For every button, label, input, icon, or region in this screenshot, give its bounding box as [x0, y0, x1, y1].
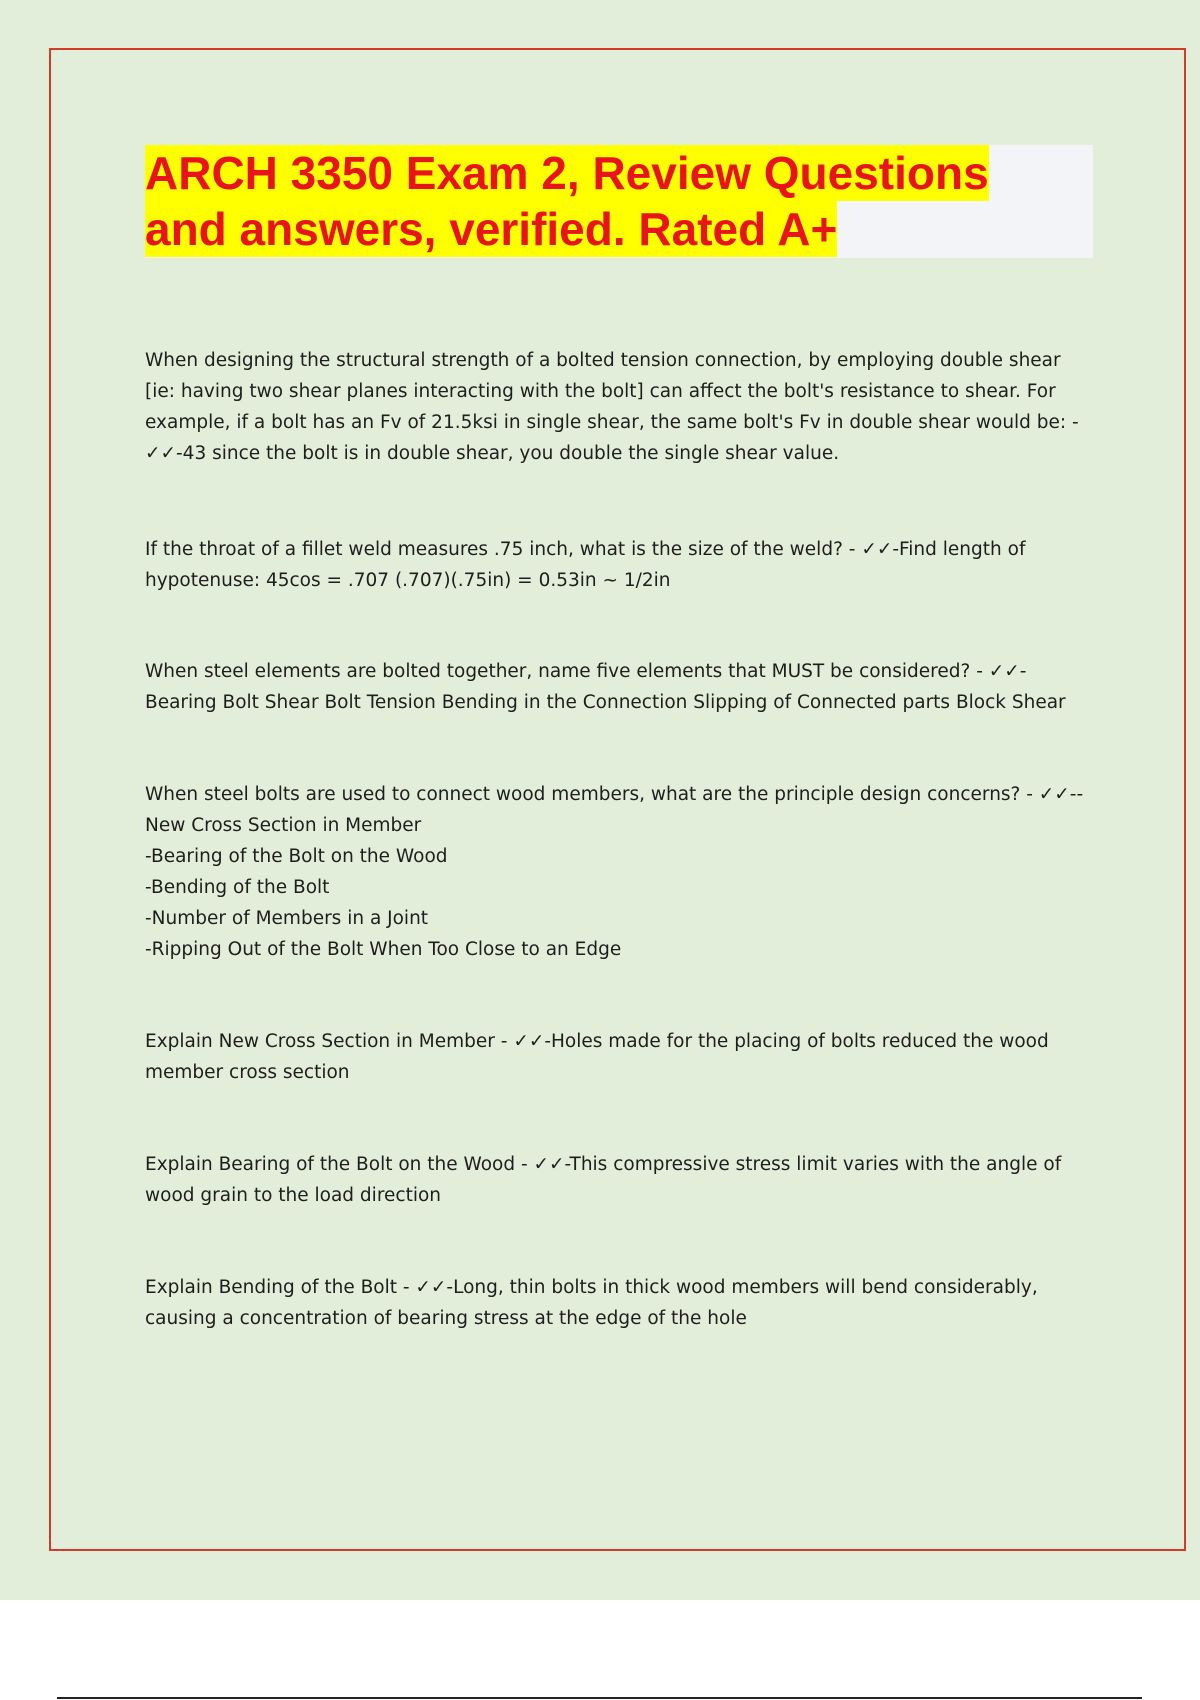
qa-list [145, 345, 1095, 1334]
qa-text: When designing the structural strength of a bolted tension connection, by employing double shear [ie: having two shear planes interacting with the bolt] can affect the bolt's resistance to shear. For example, if a bolt has an Fv of 21.5ksi in single shear, the same bolt's Fv in double shear would be: - ✓✓-43 since the bolt is in double shear, you double the single shear value. [145, 350, 1079, 464]
qa-text: Explain New Cross Section in Member - ✓✓-Holes made for the placing of bolts reduced the wood member cross section [145, 1031, 1049, 1083]
qa-item [145, 656, 1095, 718]
qa-text: Explain Bearing of the Bolt on the Wood - ✓✓-This compressive stress limit varies with the angle of wood grain to the load direction [145, 1154, 1062, 1206]
qa-subitem: -Number of Members in a Joint [145, 908, 429, 929]
qa-text: When steel elements are bolted together, name five elements that MUST be considered? - ✓✓-Bearing Bolt Shear Bolt Tension Bending in the Connection Slipping of Connected parts Block Shear [145, 661, 1066, 713]
qa-subitem: -Bearing of the Bolt on the Wood [145, 846, 448, 867]
qa-subitem: -Ripping Out of the Bolt When Too Close to an Edge [145, 939, 622, 960]
qa-text: When steel bolts are used to connect wood members, what are the principle design concerns? - ✓✓--New Cross Section in Member [145, 784, 1084, 836]
qa-item [145, 1272, 1095, 1334]
qa-item [145, 1149, 1095, 1211]
title-line-1: ARCH 3350 Exam 2, Review Questions [145, 147, 989, 199]
qa-item [145, 779, 1095, 965]
qa-item [145, 1026, 1095, 1088]
document-title [145, 145, 1093, 258]
qa-text: If the throat of a fillet weld measures .75 inch, what is the size of the weld? - ✓✓-Find length of hypotenuse: 45cos = .707 (.707)(.75in) = 0.53in ~ 1/2in [145, 539, 1026, 591]
qa-item [145, 345, 1095, 469]
qa-text: Explain Bending of the Bolt - ✓✓-Long, thin bolts in thick wood members will bend considerably, causing a concentration of bearing stress at the edge of the hole [145, 1277, 1038, 1329]
qa-subitem: -Bending of the Bolt [145, 877, 330, 898]
qa-item [145, 534, 1095, 596]
title-line-2: and answers, verified. Rated A+ [145, 203, 838, 255]
footer-divider [57, 1697, 1142, 1699]
